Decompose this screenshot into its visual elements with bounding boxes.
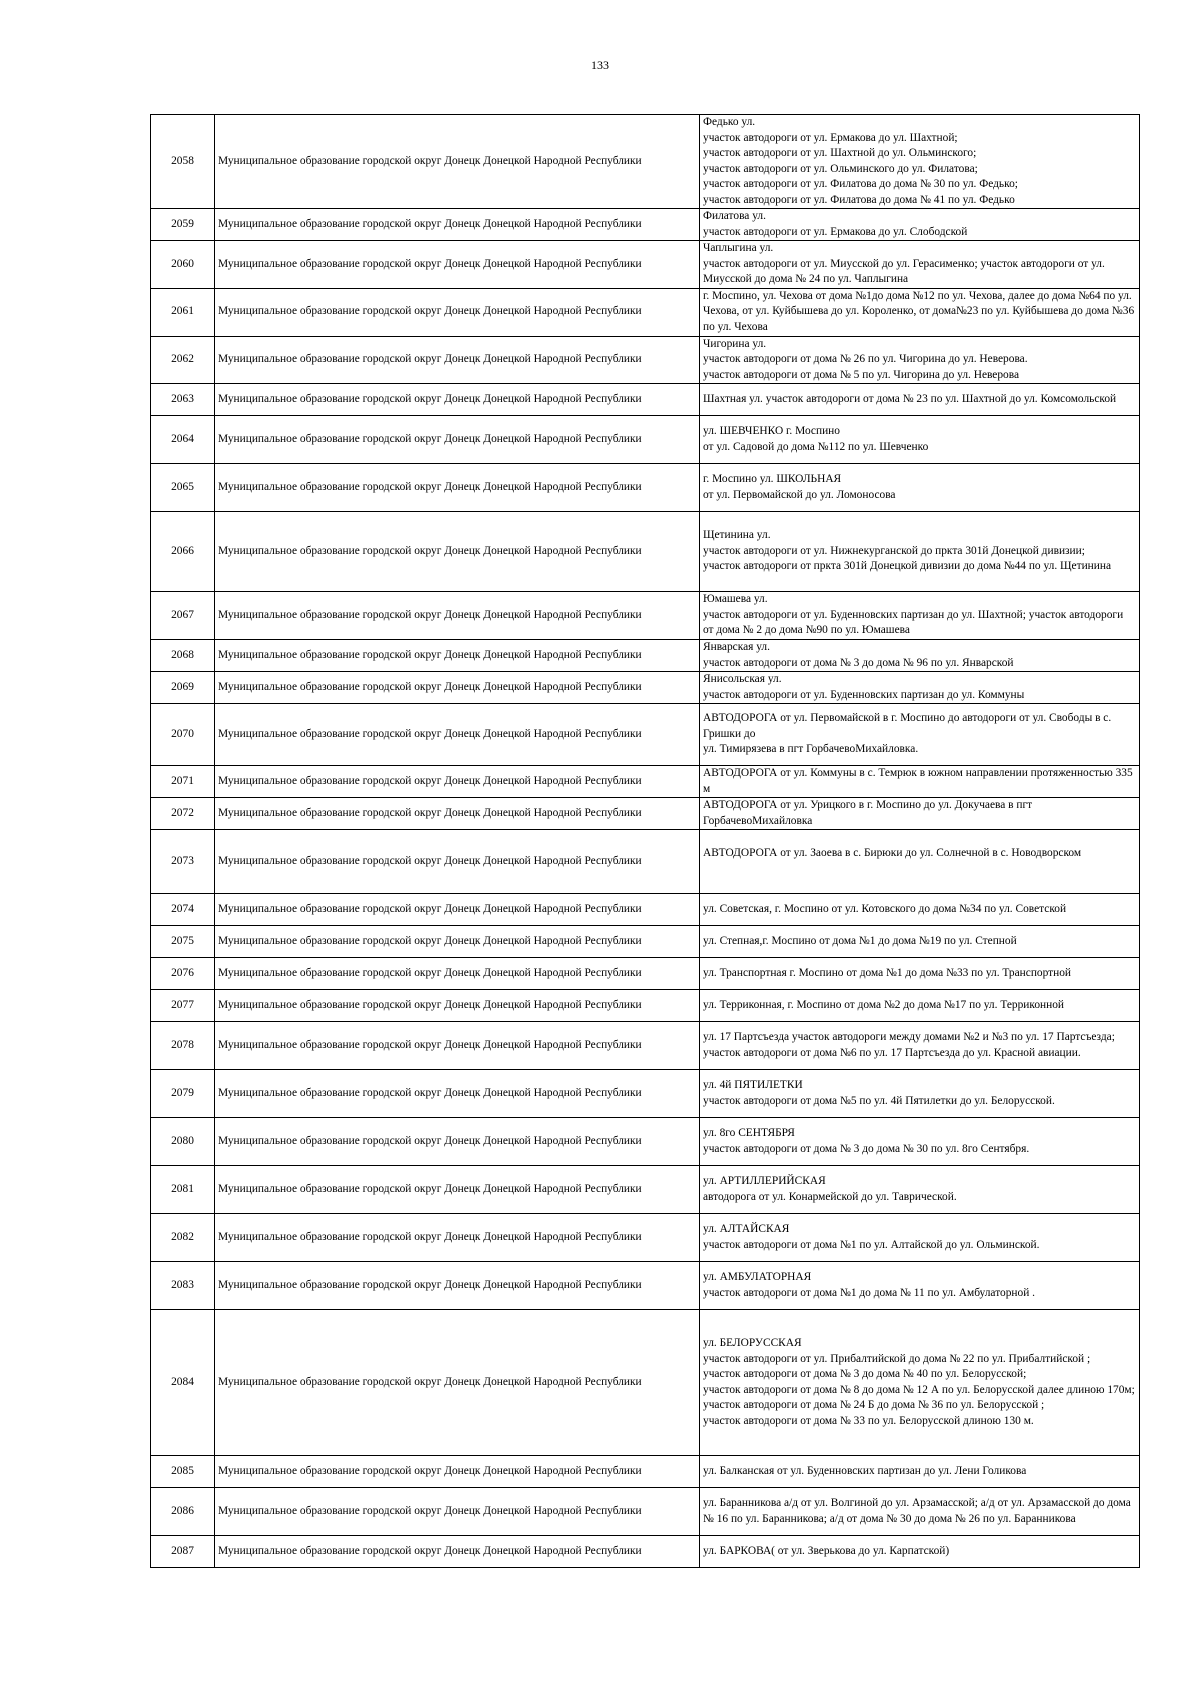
- road-description-cell: Филатова ул. участок автодороги от ул. Ермакова до ул. Слободской: [700, 209, 1140, 241]
- table-row: [151, 209, 1140, 241]
- table-row: [151, 1456, 1140, 1488]
- owner-cell: Муниципальное образование городской округ Донецк Донецкой Народной Республики: [215, 640, 700, 672]
- table-row: [151, 926, 1140, 958]
- row-number: 2078: [151, 1022, 215, 1070]
- table-row: [151, 798, 1140, 830]
- road-description-cell: Янисольская ул. участок автодороги от ул. Буденновских партизан до ул. Коммуны: [700, 672, 1140, 704]
- row-number: 2084: [151, 1310, 215, 1456]
- table-row: [151, 990, 1140, 1022]
- row-number: 2075: [151, 926, 215, 958]
- road-description-cell: ул. БЕЛОРУССКАЯ участок автодороги от ул. Прибалтийской до дома № 22 по ул. Прибалтийской ; участок автодороги от дома № 3 до дома № 40 по ул. Белорусской; участок автодороги от дома № 8 до дома № 12 А по ул. Белорусской далее длиною 170м; участок автодороги от дома № 24 Б до дома № 36 по ул. Белорусской ; участок автодороги от дома № 33 по ул. Белорусской длиною 130 м.: [700, 1310, 1140, 1456]
- road-description-cell: ул. Баранникова а/д от ул. Волгиной до ул. Арзамасской; а/д от ул. Арзамасской до дома № 16 по ул. Баранникова; а/д от дома № 30 до дома № 26 по ул. Баранникова: [700, 1488, 1140, 1536]
- row-number: 2069: [151, 672, 215, 704]
- owner-cell: Муниципальное образование городской округ Донецк Донецкой Народной Республики: [215, 115, 700, 209]
- table-row: [151, 640, 1140, 672]
- owner-cell: Муниципальное образование городской округ Донецк Донецкой Народной Республики: [215, 1118, 700, 1166]
- table-row: [151, 766, 1140, 798]
- row-number: 2071: [151, 766, 215, 798]
- road-description-cell: ул. 4й ПЯТИЛЕТКИ участок автодороги от дома №5 по ул. 4й Пятилетки до ул. Белорусской.: [700, 1070, 1140, 1118]
- row-number: 2083: [151, 1262, 215, 1310]
- road-description-cell: Юмашева ул. участок автодороги от ул. Буденновских партизан до ул. Шахтной; участок автодороги от дома № 2 до дома №90 по ул. Юмашева: [700, 592, 1140, 640]
- road-description-cell: ул. ШЕВЧЕНКО г. Моспино от ул. Садовой до дома №112 по ул. Шевченко: [700, 416, 1140, 464]
- road-description-cell: ул. Степная,г. Моспино от дома №1 до дома №19 по ул. Степной: [700, 926, 1140, 958]
- row-number: 2086: [151, 1488, 215, 1536]
- owner-cell: Муниципальное образование городской округ Донецк Донецкой Народной Республики: [215, 512, 700, 592]
- page-number: 133: [591, 58, 609, 72]
- road-description-cell: Январская ул. участок автодороги от дома № 3 до дома № 96 по ул. Январской: [700, 640, 1140, 672]
- table-row: [151, 958, 1140, 990]
- road-description-cell: АВТОДОРОГА от ул. Первомайской в г. Моспино до автодороги от ул. Свободы в с. Гришки до ул. Тимирязева в пгт ГорбачевоМихайловка.: [700, 704, 1140, 766]
- owner-cell: Муниципальное образование городской округ Донецк Донецкой Народной Республики: [215, 592, 700, 640]
- owner-cell: Муниципальное образование городской округ Донецк Донецкой Народной Республики: [215, 416, 700, 464]
- table-row: [151, 384, 1140, 416]
- table-row: [151, 1488, 1140, 1536]
- row-number: 2063: [151, 384, 215, 416]
- table-row: [151, 416, 1140, 464]
- road-description-cell: Щетинина ул. участок автодороги от ул. Нижнекурганской до пркта 301й Донецкой дивизии; участок автодороги от пркта 301й Донецкой дивизии до дома №44 по ул. Щетинина: [700, 512, 1140, 592]
- table-row: [151, 512, 1140, 592]
- road-description-cell: Чигорина ул. участок автодороги от дома № 26 по ул. Чигорина до ул. Неверова. участок автодороги от дома № 5 по ул. Чигорина до ул. Неверова: [700, 336, 1140, 384]
- row-number: 2081: [151, 1166, 215, 1214]
- table-row: [151, 1262, 1140, 1310]
- row-number: 2060: [151, 241, 215, 289]
- road-description-cell: АВТОДОРОГА от ул. Заоева в с. Бирюки до ул. Солнечной в с. Новодворском: [700, 830, 1140, 894]
- row-number: 2082: [151, 1214, 215, 1262]
- row-number: 2072: [151, 798, 215, 830]
- table-row: [151, 1536, 1140, 1568]
- table-row: [151, 288, 1140, 336]
- table-row: [151, 1166, 1140, 1214]
- row-number: 2066: [151, 512, 215, 592]
- road-description-cell: ул. Транспортная г. Моспино от дома №1 до дома №33 по ул. Транспортной: [700, 958, 1140, 990]
- row-number: 2079: [151, 1070, 215, 1118]
- owner-cell: Муниципальное образование городской округ Донецк Донецкой Народной Республики: [215, 958, 700, 990]
- road-description-cell: ул. Советская, г. Моспино от ул. Котовского до дома №34 по ул. Советской: [700, 894, 1140, 926]
- road-description-cell: ул. Балканская от ул. Буденновских партизан до ул. Лени Голикова: [700, 1456, 1140, 1488]
- row-number: 2065: [151, 464, 215, 512]
- owner-cell: Муниципальное образование городской округ Донецк Донецкой Народной Республики: [215, 1022, 700, 1070]
- row-number: 2064: [151, 416, 215, 464]
- owner-cell: Муниципальное образование городской округ Донецк Донецкой Народной Республики: [215, 241, 700, 289]
- table-row: [151, 1214, 1140, 1262]
- row-number: 2067: [151, 592, 215, 640]
- road-description-cell: Чаплыгина ул. участок автодороги от ул. Миусской до ул. Герасименко; участок автодороги от ул. Миусской до дома № 24 по ул. Чаплыгина: [700, 241, 1140, 289]
- road-description-cell: г. Моспино, ул. Чехова от дома №1до дома №12 по ул. Чехова, далее до дома №64 по ул. Чехова, от ул. Куйбышева до ул. Короленко, от дома№23 по ул. Куйбышева до дома №36 по ул. Чехова: [700, 288, 1140, 336]
- road-description-cell: г. Моспино ул. ШКОЛЬНАЯ от ул. Первомайской до ул. Ломоносова: [700, 464, 1140, 512]
- row-number: 2077: [151, 990, 215, 1022]
- owner-cell: Муниципальное образование городской округ Донецк Донецкой Народной Республики: [215, 1456, 700, 1488]
- owner-cell: Муниципальное образование городской округ Донецк Донецкой Народной Республики: [215, 1262, 700, 1310]
- owner-cell: Муниципальное образование городской округ Донецк Донецкой Народной Республики: [215, 798, 700, 830]
- owner-cell: Муниципальное образование городской округ Донецк Донецкой Народной Республики: [215, 894, 700, 926]
- road-description-cell: АВТОДОРОГА от ул. Урицкого в г. Моспино до ул. Докучаева в пгт ГорбачевоМихайловка: [700, 798, 1140, 830]
- row-number: 2068: [151, 640, 215, 672]
- owner-cell: Муниципальное образование городской округ Донецк Донецкой Народной Республики: [215, 464, 700, 512]
- row-number: 2062: [151, 336, 215, 384]
- owner-cell: Муниципальное образование городской округ Донецк Донецкой Народной Республики: [215, 672, 700, 704]
- table-row: [151, 1022, 1140, 1070]
- row-number: 2058: [151, 115, 215, 209]
- road-description-cell: ул. БАРКОВА( от ул. Зверькова до ул. Карпатской): [700, 1536, 1140, 1568]
- table-row: [151, 894, 1140, 926]
- owner-cell: Муниципальное образование городской округ Донецк Донецкой Народной Республики: [215, 288, 700, 336]
- road-description-cell: ул. АЛТАЙСКАЯ участок автодороги от дома №1 по ул. Алтайской до ул. Ольминской.: [700, 1214, 1140, 1262]
- table-row: [151, 830, 1140, 894]
- table-row: [151, 1118, 1140, 1166]
- owner-cell: Муниципальное образование городской округ Донецк Донецкой Народной Республики: [215, 209, 700, 241]
- owner-cell: Муниципальное образование городской округ Донецк Донецкой Народной Республики: [215, 1166, 700, 1214]
- row-number: 2087: [151, 1536, 215, 1568]
- table-row: [151, 1310, 1140, 1456]
- road-description-cell: АВТОДОРОГА от ул. Коммуны в с. Темрюк в южном направлении протяженностью 335 м: [700, 766, 1140, 798]
- road-registry-table: [150, 114, 1140, 1568]
- table-row: [151, 672, 1140, 704]
- table-row: [151, 241, 1140, 289]
- owner-cell: Муниципальное образование городской округ Донецк Донецкой Народной Республики: [215, 1488, 700, 1536]
- road-description-cell: ул. АРТИЛЛЕРИЙСКАЯ автодорога от ул. Конармейской до ул. Таврической.: [700, 1166, 1140, 1214]
- owner-cell: Муниципальное образование городской округ Донецк Донецкой Народной Республики: [215, 1214, 700, 1262]
- table-row: [151, 464, 1140, 512]
- owner-cell: Муниципальное образование городской округ Донецк Донецкой Народной Республики: [215, 830, 700, 894]
- owner-cell: Муниципальное образование городской округ Донецк Донецкой Народной Республики: [215, 384, 700, 416]
- table-row: [151, 115, 1140, 209]
- owner-cell: Муниципальное образование городской округ Донецк Донецкой Народной Республики: [215, 1310, 700, 1456]
- row-number: 2074: [151, 894, 215, 926]
- owner-cell: Муниципальное образование городской округ Донецк Донецкой Народной Республики: [215, 990, 700, 1022]
- road-description-cell: ул. 17 Партсъезда участок автодороги между домами №2 и №3 по ул. 17 Партсъезда; участок автодороги от дома №6 по ул. 17 Партсъезда до ул. Красной авиации.: [700, 1022, 1140, 1070]
- road-description-cell: Федько ул. участок автодороги от ул. Ермакова до ул. Шахтной; участок автодороги от ул. Шахтной до ул. Ольминского; участок автодороги от ул. Ольминского до ул. Филатова; участок автодороги от ул. Филатова до дома № 30 по ул. Федько; участок автодороги от ул. Филатова до дома № 41 по ул. Федько: [700, 115, 1140, 209]
- row-number: 2085: [151, 1456, 215, 1488]
- row-number: 2070: [151, 704, 215, 766]
- row-number: 2059: [151, 209, 215, 241]
- road-description-cell: ул. Терриконная, г. Моспино от дома №2 до дома №17 по ул. Терриконной: [700, 990, 1140, 1022]
- owner-cell: Муниципальное образование городской округ Донецк Донецкой Народной Республики: [215, 926, 700, 958]
- owner-cell: Муниципальное образование городской округ Донецк Донецкой Народной Республики: [215, 704, 700, 766]
- table-row: [151, 336, 1140, 384]
- road-description-cell: ул. АМБУЛАТОРНАЯ участок автодороги от дома №1 до дома № 11 по ул. Амбулаторной .: [700, 1262, 1140, 1310]
- row-number: 2080: [151, 1118, 215, 1166]
- owner-cell: Муниципальное образование городской округ Донецк Донецкой Народной Республики: [215, 1536, 700, 1568]
- road-description-cell: Шахтная ул. участок автодороги от дома № 23 по ул. Шахтной до ул. Комсомольской: [700, 384, 1140, 416]
- row-number: 2076: [151, 958, 215, 990]
- road-description-cell: ул. 8го СЕНТЯБРЯ участок автодороги от дома № 3 до дома № 30 по ул. 8го Сентября.: [700, 1118, 1140, 1166]
- row-number: 2073: [151, 830, 215, 894]
- owner-cell: Муниципальное образование городской округ Донецк Донецкой Народной Республики: [215, 336, 700, 384]
- row-number: 2061: [151, 288, 215, 336]
- table-row: [151, 592, 1140, 640]
- owner-cell: Муниципальное образование городской округ Донецк Донецкой Народной Республики: [215, 766, 700, 798]
- owner-cell: Муниципальное образование городской округ Донецк Донецкой Народной Республики: [215, 1070, 700, 1118]
- table-row: [151, 1070, 1140, 1118]
- table-row: [151, 704, 1140, 766]
